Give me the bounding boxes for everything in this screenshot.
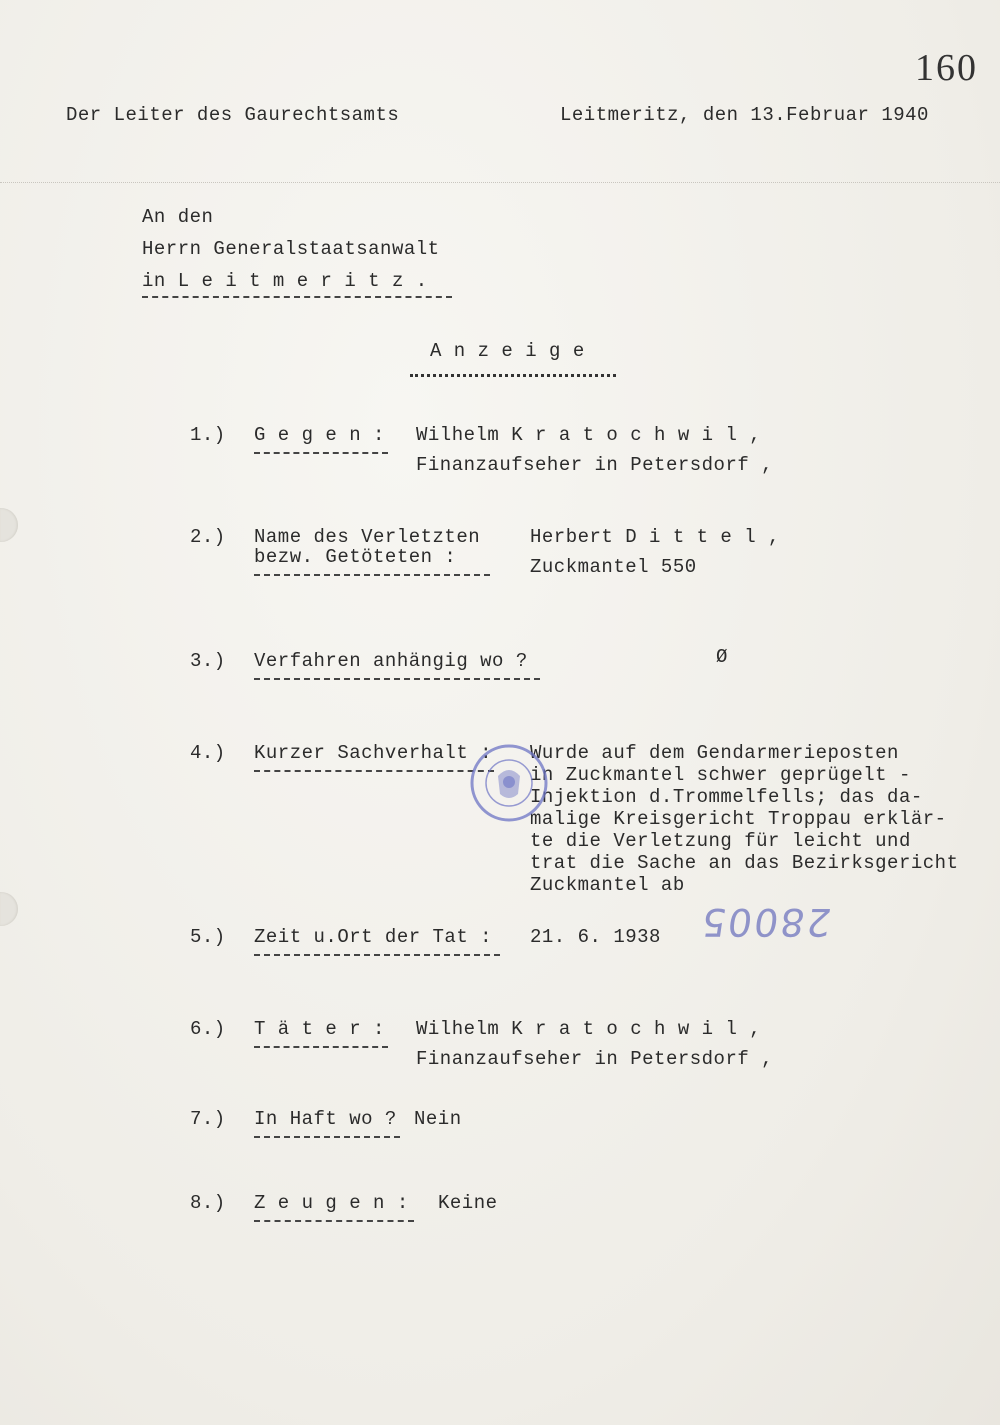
item-value: 21. 6. 1938 [530,926,661,948]
address-line-1: An den [142,206,214,228]
item-label: Name des Verletzten [254,526,481,548]
label-underline [254,574,490,576]
item-value: malige Kreisgericht Troppau erklär- [530,808,947,830]
item-number: 5.) [190,926,226,948]
item-value: Zuckmantel 550 [530,556,697,578]
item-label: T ä t e r : [254,1018,385,1040]
place-date: Leitmeritz, den 13.Februar 1940 [560,104,929,126]
item-value: trat die Sache an das Bezirksgericht [530,852,959,874]
page-number: 160 [915,47,978,89]
item-number: 7.) [190,1108,226,1130]
punch-hole [0,508,18,542]
address-underline [142,296,452,298]
fold-line [0,182,1000,183]
item-label: G e g e n : [254,424,385,446]
document-title: A n z e i g e [430,340,585,362]
item-value: Ø [716,646,728,668]
item-number: 8.) [190,1192,226,1214]
title-underline [410,374,616,377]
item-value: Wilhelm K r a t o c h w i l , [416,424,762,446]
item-number: 2.) [190,526,226,548]
item-label: bezw. Getöteten : [254,546,457,568]
punch-hole [0,892,18,926]
item-number: 6.) [190,1018,226,1040]
label-underline [254,770,494,772]
item-number: 3.) [190,650,226,672]
item-number: 1.) [190,424,226,446]
item-label: In Haft wo ? [254,1108,397,1130]
item-value: Nein [414,1108,462,1130]
label-underline [254,1046,388,1048]
item-value: Zuckmantel ab [530,874,685,896]
label-underline [254,452,388,454]
sender-line: Der Leiter des Gaurechtsamts [66,104,400,126]
item-label: Kurzer Sachverhalt : [254,742,493,764]
item-label: Z e u g e n : [254,1192,409,1214]
item-value: Wilhelm K r a t o c h w i l , [416,1018,762,1040]
label-underline [254,954,500,956]
official-seal-stamp [468,742,550,824]
address-line-3: in L e i t m e r i t z . [142,270,428,292]
item-number: 4.) [190,742,226,764]
item-value: Finanzaufseher in Petersdorf , [416,1048,774,1070]
label-underline [254,678,540,680]
item-value: Injektion d.Trommelfells; das da- [530,786,923,808]
address-line-2: Herrn Generalstaatsanwalt [142,238,440,260]
stamped-number: 28005 [696,900,834,944]
item-label: Verfahren anhängig wo ? [254,650,528,672]
item-value: Finanzaufseher in Petersdorf , [416,454,774,476]
item-value: Herbert D i t t e l , [530,526,780,548]
item-value: te die Verletzung für leicht und [530,830,911,852]
item-value: in Zuckmantel schwer geprügelt - [530,764,911,786]
item-label: Zeit u.Ort der Tat : [254,926,493,948]
label-underline [254,1136,400,1138]
label-underline [254,1220,414,1222]
item-value: Keine [438,1192,498,1214]
item-value: Wurde auf dem Gendarmerieposten [530,742,899,764]
